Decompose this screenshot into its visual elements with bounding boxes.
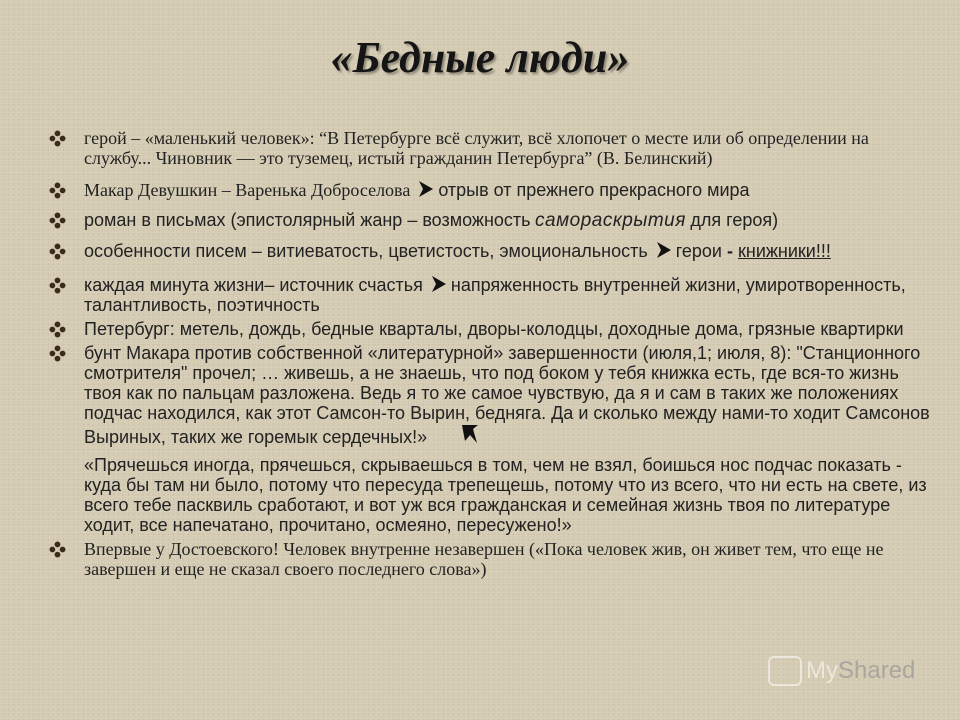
bullet-item [48, 275, 933, 315]
slide-title: «Бедные люди» [330, 33, 630, 82]
bullet-text: Впервые у Достоевского! Человек внутренне незавершен («Пока человек жив, он живет тем, что еще не завершен и еще не сказал своего последнего слова») [84, 539, 884, 579]
watermark-shared: Shared [838, 657, 916, 684]
bullet-text: каждая минута жизни– источник счастья [84, 275, 423, 295]
bullet-quote: «Прячешься иногда, прячешься, скрываешься в том, чем не взял, боишься нос подчас показать - куда бы там ни было, потому что пересуда трепещешь, потому что из всего, что ни есть на свете, из всего тебе пасквиль сработают, и вот уж вся гражданская и семейная жизнь твоя по литературе ходит, все напечатано, прочитано, осмеяно, пересужено!» [84, 455, 927, 535]
diamond-bullet-icon [49, 243, 66, 260]
diamond-bullet-icon [49, 345, 66, 362]
arrowhead-icon [431, 275, 447, 293]
watermark [768, 656, 915, 686]
arrowhead-icon [656, 241, 672, 259]
bullet-text: Петербург: метель, дождь, бедные кварталы, дворы-колодцы, доходные дома, грязные квартирки [84, 319, 904, 339]
diamond-bullet-icon [49, 541, 66, 558]
bullet-item [48, 241, 933, 261]
bullet-item [48, 539, 933, 579]
watermark-my: My [806, 657, 838, 684]
bullet-text: напряженность внутренней жизни, умиротворенность, талантливость, поэтичность [84, 275, 906, 315]
bullet-item [48, 210, 933, 231]
bullet-item [48, 319, 933, 339]
bullet-item [48, 128, 933, 168]
bullet-text: роман в письмах (эпистолярный жанр – возможность [84, 210, 531, 230]
bullet-list [48, 128, 933, 579]
bullet-item [48, 180, 933, 200]
arrowhead-icon [418, 180, 434, 198]
check-icon [461, 423, 479, 445]
bullet-emphasis: самораскрытия [535, 210, 686, 231]
diamond-bullet-icon [49, 321, 66, 338]
bullet-text: для героя) [690, 210, 779, 230]
bullet-text: герои [675, 241, 722, 261]
bullet-text: Макар Девушкин – Варенька Доброселова [84, 180, 411, 200]
bullet-text: герой – «маленький человек»: “В Петербурге всё служит, всё хлопочет о месте или об определении на службу... Чиновник — это туземец, истый гражданин Петербурга” (В. Белинский) [84, 128, 869, 168]
bullet-dash: - [722, 241, 738, 261]
diamond-bullet-icon [49, 182, 66, 199]
diamond-bullet-icon [49, 277, 66, 294]
bullet-text: особенности писем – витиеватость, цветистость, эмоциональность [84, 241, 648, 261]
myshared-logo-icon [768, 656, 802, 686]
bullet-text: отрыв от прежнего прекрасного мира [438, 180, 750, 200]
bullet-highlight: книжники!!! [738, 241, 831, 261]
bullet-item [48, 343, 933, 535]
bullet-text: бунт Макара против собственной «литературной» завершенности (июля,1; июля, 8): "Станционного смотрителя" прочел; … живешь, а не знаешь, что под боком у тебя книжка есть, где вся-то жизнь твоя как по пальцам разложена. Ведь я то же самое чувствую, да я и сам в таких же положениях подчас находился, как этот Самсон-то Вырин, бедняга. Да и сколько между нами-то ходит Самсонов Выриных, таких же горемык сердечных!» [84, 343, 930, 447]
diamond-bullet-icon [49, 130, 66, 147]
diamond-bullet-icon [49, 212, 66, 229]
